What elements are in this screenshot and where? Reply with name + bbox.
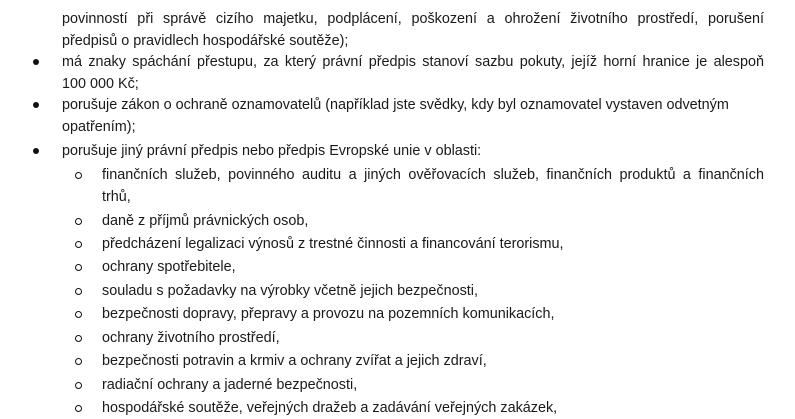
bullet-marker <box>33 59 39 65</box>
sub-item-1-line-1: finančních služeb, povinného auditu a jiných ověřovacích služeb, finančních produktů a finančních <box>102 167 764 183</box>
sub-bullet-marker <box>75 288 82 295</box>
bullet-marker <box>33 102 39 108</box>
sub-bullet-marker <box>75 311 82 318</box>
sub-item-2: daně z příjmů právnických osob, <box>102 213 309 229</box>
bullet-2-line-2: opatřením); <box>62 119 136 135</box>
bullet-3-line-1: porušuje jiný právní předpis nebo předpis Evropské unie v oblasti: <box>62 143 482 159</box>
sub-item-8: bezpečnosti potravin a krmiv a ochrany zvířat a jejich zdraví, <box>102 353 487 369</box>
sub-bullet-marker <box>75 405 82 412</box>
sub-bullet-marker <box>75 358 82 365</box>
sub-item-10: hospodářské soutěže, veřejných dražeb a zadávání veřejných zakázek, <box>102 400 558 416</box>
sub-bullet-marker <box>75 172 82 179</box>
bullet-1-line-2: 100 000 Kč; <box>62 76 139 92</box>
sub-bullet-marker <box>75 264 82 271</box>
sub-item-4: ochrany spotřebitele, <box>102 259 236 275</box>
bullet-marker <box>33 148 39 154</box>
sub-item-5: souladu s požadavky na výrobky včetně jejich bezpečnosti, <box>102 283 478 299</box>
sub-item-3: předcházení legalizaci výnosů z trestné činnosti a financování terorismu, <box>102 236 564 252</box>
sub-item-6: bezpečnosti dopravy, přepravy a provozu na pozemních komunikacích, <box>102 306 555 322</box>
sub-bullet-marker <box>75 241 82 248</box>
sub-item-1-line-2: trhů, <box>102 189 131 205</box>
sub-bullet-marker <box>75 218 82 225</box>
bullet-2-line-1: porušuje zákon o ochraně oznamovatelů (například jste svědky, kdy byl oznamovatel vystaven odvetným <box>62 97 729 113</box>
continuation-line-1: povinností při správě cizího majetku, podplácení, poškození a ohrožení životního prostředí, porušení <box>62 11 764 27</box>
sub-item-9: radiační ochrany a jaderné bezpečnosti, <box>102 377 358 393</box>
bullet-1-line-1: má znaky spáchání přestupu, za který právní předpis stanoví sazbu pokuty, jejíž horní hranice je alespoň <box>62 54 764 70</box>
sub-bullet-marker <box>75 382 82 389</box>
sub-bullet-marker <box>75 335 82 342</box>
continuation-line-2: předpisů o pravidlech hospodářské soutěže); <box>62 33 349 49</box>
sub-item-7: ochrany životního prostředí, <box>102 330 280 346</box>
